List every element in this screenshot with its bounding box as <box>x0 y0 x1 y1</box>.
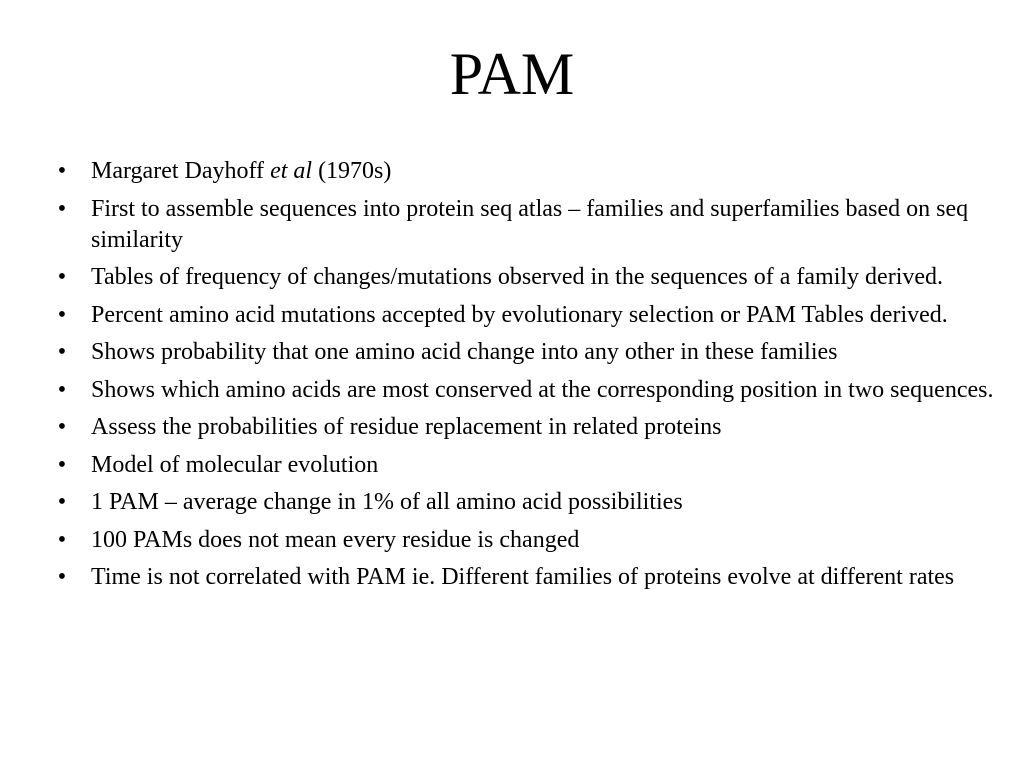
bullet-text: 1 PAM – average change in 1% of all amino acid possibilities <box>91 489 683 515</box>
bullet-text: Time is not correlated with PAM ie. Different families of proteins evolve at different rates <box>91 564 955 590</box>
bullet-item <box>52 194 1012 256</box>
bullet-item <box>52 562 1012 593</box>
bullet-list <box>52 156 1012 600</box>
bullet-item <box>52 156 1012 187</box>
bullet-text-italic: et al <box>270 158 313 184</box>
bullet-item <box>52 375 1012 406</box>
bullet-text: Shows which amino acids are most conserved at the corresponding position in two sequences. <box>91 376 994 403</box>
bullet-icon: • <box>57 301 67 328</box>
bullet-text: 100 PAMs does not mean every residue is changed <box>91 526 580 553</box>
bullet-text: First to assemble sequences into protein seq atlas – families and superfamilies based on seq similarity <box>91 195 969 253</box>
bullet-item <box>52 262 1012 293</box>
bullet-item <box>52 525 1012 556</box>
bullet-icon: • <box>57 264 67 290</box>
bullet-icon: • <box>57 414 67 440</box>
bullet-text-part: (1970s) <box>312 158 392 184</box>
bullet-icon: • <box>57 195 67 222</box>
bullet-icon: • <box>57 158 67 184</box>
bullet-text: Model of molecular evolution <box>91 451 379 478</box>
bullet-text: Assess the probabilities of residue replacement in related proteins <box>91 414 722 440</box>
bullet-text: Shows probability that one amino acid change into any other in these families <box>91 339 838 365</box>
bullet-icon: • <box>57 451 67 478</box>
slide-title: PAM <box>449 41 575 107</box>
bullet-item <box>52 412 1012 443</box>
bullet-icon: • <box>57 526 67 553</box>
bullet-icon: • <box>57 564 67 590</box>
bullet-icon: • <box>57 339 67 365</box>
bullet-text <box>91 158 391 184</box>
bullet-text: Tables of frequency of changes/mutations observed in the sequences of a family derived. <box>91 264 944 290</box>
bullet-icon: • <box>57 376 67 403</box>
bullet-item <box>52 487 1012 518</box>
bullet-item <box>52 300 1012 331</box>
bullet-text-part: Margaret Dayhoff <box>91 158 271 184</box>
bullet-text: Percent amino acid mutations accepted by evolutionary selection or PAM Tables derived. <box>91 301 948 328</box>
bullet-icon: • <box>57 489 67 515</box>
bullet-item <box>52 337 1012 368</box>
bullet-item <box>52 450 1012 481</box>
